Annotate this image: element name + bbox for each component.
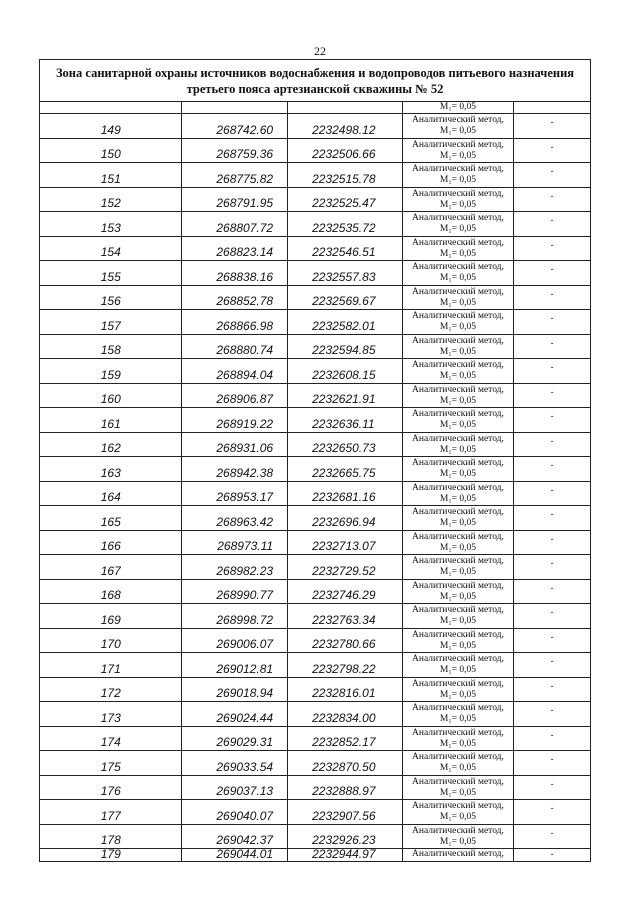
coordinate-x: 2232515.78	[312, 171, 376, 186]
coordinate-x: 2232525.47	[312, 196, 376, 210]
dash-mark: -	[550, 705, 554, 715]
coordinate-x: 2232696.94	[312, 514, 376, 529]
table-row	[40, 506, 590, 531]
point-number: 177	[100, 808, 121, 823]
method-value: M₁= 0,05	[439, 738, 477, 749]
method-label: Аналитический метод,	[412, 849, 504, 859]
table-row	[40, 457, 590, 482]
table-row	[40, 408, 590, 433]
coordinate-y: 269033.54	[216, 759, 274, 774]
dash-mark: -	[550, 849, 554, 859]
method-label: Аналитический метод,	[412, 727, 504, 738]
method-value: M₁= 0,05	[439, 248, 477, 259]
dash-mark: -	[550, 117, 554, 127]
coordinate-x: 2232907.56	[312, 808, 376, 823]
coordinate-x: 2232498.12	[312, 122, 376, 137]
table-row	[40, 580, 590, 605]
method-label: Аналитический метод,	[412, 776, 504, 787]
method-value: M₁= 0,05	[439, 787, 477, 798]
method-value: M₁= 0,05	[439, 199, 477, 210]
table-row	[40, 188, 590, 213]
table-row	[40, 776, 590, 801]
coordinate-y: 268838.16	[216, 269, 274, 284]
dash-mark: -	[550, 435, 554, 446]
page-number: 22	[314, 44, 326, 58]
point-number: 178	[100, 833, 121, 847]
coordinate-y: 268973.11	[217, 539, 274, 553]
table-row	[40, 629, 590, 654]
dash-mark: -	[550, 288, 554, 299]
point-number: 156	[100, 294, 121, 308]
point-number: 159	[100, 367, 121, 382]
coordinate-x: 2232888.97	[312, 784, 376, 798]
table-row	[40, 678, 590, 703]
coordinate-x: 2232816.01	[312, 686, 376, 700]
table-row	[40, 482, 590, 507]
table-row	[40, 727, 590, 752]
coordinate-y: 268866.98	[216, 318, 274, 333]
method-label: Аналитический метод,	[412, 531, 504, 542]
point-number: 158	[100, 343, 121, 357]
method-label: Аналитический метод,	[412, 335, 504, 346]
table-row	[40, 359, 590, 384]
coordinate-y: 268931.06	[216, 441, 274, 455]
method-label: Аналитический метод,	[412, 629, 504, 640]
coordinate-y: 268759.36	[216, 147, 274, 161]
header-line-1: Зона санитарной охраны источников водоснабжения и водопроводов питьевого назначения	[55, 65, 575, 80]
coordinate-y: 268807.72	[216, 220, 274, 235]
method-label: Аналитический метод,	[412, 237, 504, 248]
point-number: 175	[100, 759, 121, 774]
method-label: Аналитический метод,	[412, 262, 504, 272]
method-value: M₁= 0,05	[439, 640, 477, 651]
method-value: M₁= 0,05	[439, 297, 477, 308]
point-number: 166	[100, 539, 121, 553]
method-value: M₁= 0,05	[439, 395, 477, 406]
dash-mark: -	[550, 509, 554, 519]
coordinate-x: 2232665.75	[312, 465, 376, 480]
method-label: Аналитический метод,	[412, 139, 504, 150]
method-label: Аналитический метод,	[412, 482, 504, 493]
method-value: M₁= 0,05	[439, 224, 477, 234]
table-row	[40, 702, 590, 727]
point-number: 173	[100, 710, 121, 725]
coordinate-x: 2232713.07	[312, 539, 376, 553]
coordinate-y: 269042.37	[216, 833, 274, 847]
table-row	[40, 114, 590, 139]
method-value: M₁= 0,05	[439, 518, 477, 528]
table-row	[40, 335, 590, 360]
coordinate-y: 268775.82	[216, 171, 274, 186]
coordinate-y: 269006.07	[216, 637, 274, 651]
table-row	[40, 531, 590, 556]
coordinate-x: 2232582.01	[312, 318, 376, 333]
table-body	[40, 114, 590, 849]
table-row	[40, 653, 590, 678]
coordinate-y: 268823.14	[216, 245, 274, 259]
method-value: M₁= 0,05	[439, 371, 477, 381]
coordinate-x: 2232746.29	[312, 588, 376, 602]
coordinate-x: 2232870.50	[312, 759, 376, 774]
method-label: Аналитический метод,	[412, 507, 504, 517]
coordinate-y: 269040.07	[216, 808, 274, 823]
method-label: Аналитический метод,	[412, 678, 504, 689]
point-number: 169	[100, 612, 121, 627]
point-number: 155	[100, 269, 121, 284]
coordinate-y: 269024.44	[216, 710, 274, 725]
coordinate-y: 268990.77	[216, 588, 274, 602]
table-row	[40, 212, 590, 237]
method-label: Аналитический метод,	[412, 384, 504, 395]
point-number: 170	[100, 637, 121, 651]
dash-mark: -	[550, 558, 554, 568]
point-number: 150	[100, 147, 121, 161]
dash-mark: -	[550, 264, 554, 274]
method-label: Аналитический метод,	[412, 164, 504, 174]
method-value: M₁= 0,05	[439, 469, 477, 479]
method-value: M₁= 0,05	[439, 444, 477, 455]
coordinate-y: 268880.74	[216, 343, 274, 357]
point-number: 174	[100, 735, 121, 749]
table-row	[40, 604, 590, 629]
point-number: 154	[100, 245, 121, 259]
method-value: M₁= 0,05	[439, 150, 477, 161]
dash-mark: -	[550, 313, 554, 323]
method-value: M₁= 0,05	[439, 689, 477, 700]
point-number: 164	[100, 490, 121, 504]
coordinates-table	[39, 59, 591, 862]
coordinate-y: 268963.42	[216, 514, 274, 529]
method-value: M₁= 0,05	[439, 567, 477, 577]
table-header	[40, 60, 590, 102]
method-label: Аналитический метод,	[412, 801, 504, 811]
method-value: M₁= 0,05	[439, 714, 477, 724]
coordinate-y: 269018.94	[216, 686, 274, 700]
coordinate-x: 2232506.66	[312, 147, 376, 161]
coordinate-y: 268953.17	[216, 490, 274, 504]
continuation-row	[40, 102, 590, 114]
method-value: M₁= 0,05	[439, 420, 477, 430]
table-row	[40, 751, 590, 776]
point-number: 172	[100, 686, 121, 700]
coordinate-x: 2232763.34	[312, 612, 376, 627]
point-number: 149	[100, 122, 121, 137]
method-value: M₁= 0,05	[439, 273, 477, 283]
coordinate-x: 2232944.97	[312, 849, 376, 861]
dash-mark: -	[550, 656, 554, 666]
method-value: M₁= 0,05	[439, 542, 477, 553]
coordinate-x: 2232650.73	[312, 441, 376, 455]
dash-mark: -	[550, 778, 554, 789]
dash-mark: -	[550, 680, 554, 691]
point-number: 152	[100, 196, 121, 210]
method-label: Аналитический метод,	[412, 188, 504, 199]
method-label: Аналитический метод,	[412, 580, 504, 591]
dash-mark: -	[550, 362, 554, 372]
dash-mark: -	[550, 631, 554, 642]
dash-mark: -	[550, 484, 554, 495]
method-label: Аналитический метод,	[412, 654, 504, 664]
method-label: Аналитический метод,	[412, 433, 504, 444]
coordinate-y: 268791.95	[216, 196, 274, 210]
coordinate-x: 2232798.22	[312, 661, 376, 676]
method-label: Аналитический метод,	[412, 556, 504, 566]
coordinate-x: 2232729.52	[312, 563, 376, 578]
dash-mark: -	[550, 166, 554, 176]
method-value: M₁= 0,05	[439, 812, 477, 822]
method-value: M₁= 0,05	[439, 763, 477, 773]
coordinate-y: 269012.81	[216, 661, 274, 676]
dash-mark: -	[550, 607, 554, 617]
method-label: Аналитический метод,	[412, 213, 504, 223]
coordinate-y: 268998.72	[216, 612, 274, 627]
method-value: M₁= 0,05	[439, 591, 477, 602]
method-value: M₁= 0,05	[439, 616, 477, 626]
point-number: 179	[100, 849, 121, 861]
dash-mark: -	[550, 803, 554, 813]
dash-mark: -	[550, 337, 554, 348]
dash-mark: -	[550, 729, 554, 740]
continuation-value: M₁= 0,05	[439, 102, 477, 112]
coordinate-x: 2232780.66	[312, 637, 376, 651]
table-row	[40, 433, 590, 458]
coordinate-x: 2232926.23	[312, 833, 376, 847]
method-label: Аналитический метод,	[412, 409, 504, 419]
table-row	[40, 286, 590, 311]
table-row	[40, 163, 590, 188]
point-number: 162	[100, 441, 121, 455]
coordinate-y: 268982.23	[216, 563, 274, 578]
point-number: 153	[100, 220, 121, 235]
coordinate-x: 2232557.83	[312, 269, 376, 284]
coordinate-y: 268906.87	[216, 392, 274, 406]
coordinate-y: 269029.31	[216, 735, 274, 749]
coordinate-x: 2232834.00	[312, 710, 376, 725]
method-value: M₁= 0,05	[439, 665, 477, 675]
header-line-2: третьего пояса артезианской скважины № 52	[186, 81, 444, 96]
method-value: M₁= 0,05	[439, 126, 477, 136]
coordinate-x: 2232621.91	[312, 392, 376, 406]
table-row	[40, 310, 590, 335]
coordinate-x: 2232608.15	[312, 367, 376, 382]
point-number: 167	[100, 563, 121, 578]
coordinate-y: 268852.78	[216, 294, 274, 308]
table-row	[40, 555, 590, 580]
point-number: 171	[100, 661, 121, 676]
table-row	[40, 261, 590, 286]
coordinate-x: 2232636.11	[312, 416, 375, 431]
table-row	[40, 384, 590, 409]
coordinate-x: 2232546.51	[312, 245, 376, 259]
coordinate-x: 2232852.17	[312, 735, 376, 749]
method-label: Аналитический метод,	[412, 115, 504, 125]
method-value: M₁= 0,05	[439, 346, 477, 357]
dash-mark: -	[550, 141, 554, 152]
method-label: Аналитический метод,	[412, 703, 504, 713]
coordinate-y: 268919.22	[216, 416, 274, 431]
method-label: Аналитический метод,	[412, 311, 504, 321]
point-number: 163	[100, 465, 121, 480]
coordinate-y: 268742.60	[216, 122, 274, 137]
table-row-last	[40, 849, 590, 861]
method-label: Аналитический метод,	[412, 752, 504, 762]
method-label: Аналитический метод,	[412, 458, 504, 468]
method-label: Аналитический метод,	[412, 605, 504, 615]
dash-mark: -	[550, 827, 554, 838]
method-label: Аналитический метод,	[412, 286, 504, 297]
coordinate-x: 2232569.67	[312, 294, 376, 308]
dash-mark: -	[550, 460, 554, 470]
point-number: 151	[100, 171, 121, 186]
coordinate-y: 268894.04	[216, 367, 274, 382]
coordinate-y: 269037.13	[216, 784, 274, 798]
coordinate-y: 268942.38	[216, 465, 274, 480]
dash-mark: -	[550, 386, 554, 397]
point-number: 160	[100, 392, 121, 406]
dash-mark: -	[550, 533, 554, 544]
point-number: 161	[100, 416, 121, 431]
coordinate-x: 2232594.85	[312, 343, 376, 357]
method-value: M₁= 0,05	[439, 836, 477, 847]
method-value: M₁= 0,05	[439, 322, 477, 332]
table-row	[40, 237, 590, 262]
point-number: 176	[100, 784, 121, 798]
dash-mark: -	[550, 239, 554, 250]
point-number: 157	[100, 318, 121, 333]
coordinate-x: 2232535.72	[312, 220, 376, 235]
table-row	[40, 800, 590, 825]
dash-mark: -	[550, 190, 554, 201]
dash-mark: -	[550, 215, 554, 225]
coordinate-y: 269044.01	[216, 849, 274, 861]
method-label: Аналитический метод,	[412, 360, 504, 370]
dash-mark: -	[550, 582, 554, 593]
method-label: Аналитический метод,	[412, 825, 504, 836]
method-value: M₁= 0,05	[439, 175, 477, 185]
table-row	[40, 825, 590, 850]
point-number: 165	[100, 514, 121, 529]
dash-mark: -	[550, 411, 554, 421]
dash-mark: -	[550, 754, 554, 764]
method-value: M₁= 0,05	[439, 493, 477, 504]
point-number: 168	[100, 588, 121, 602]
coordinate-x: 2232681.16	[312, 490, 376, 504]
table-row	[40, 139, 590, 164]
